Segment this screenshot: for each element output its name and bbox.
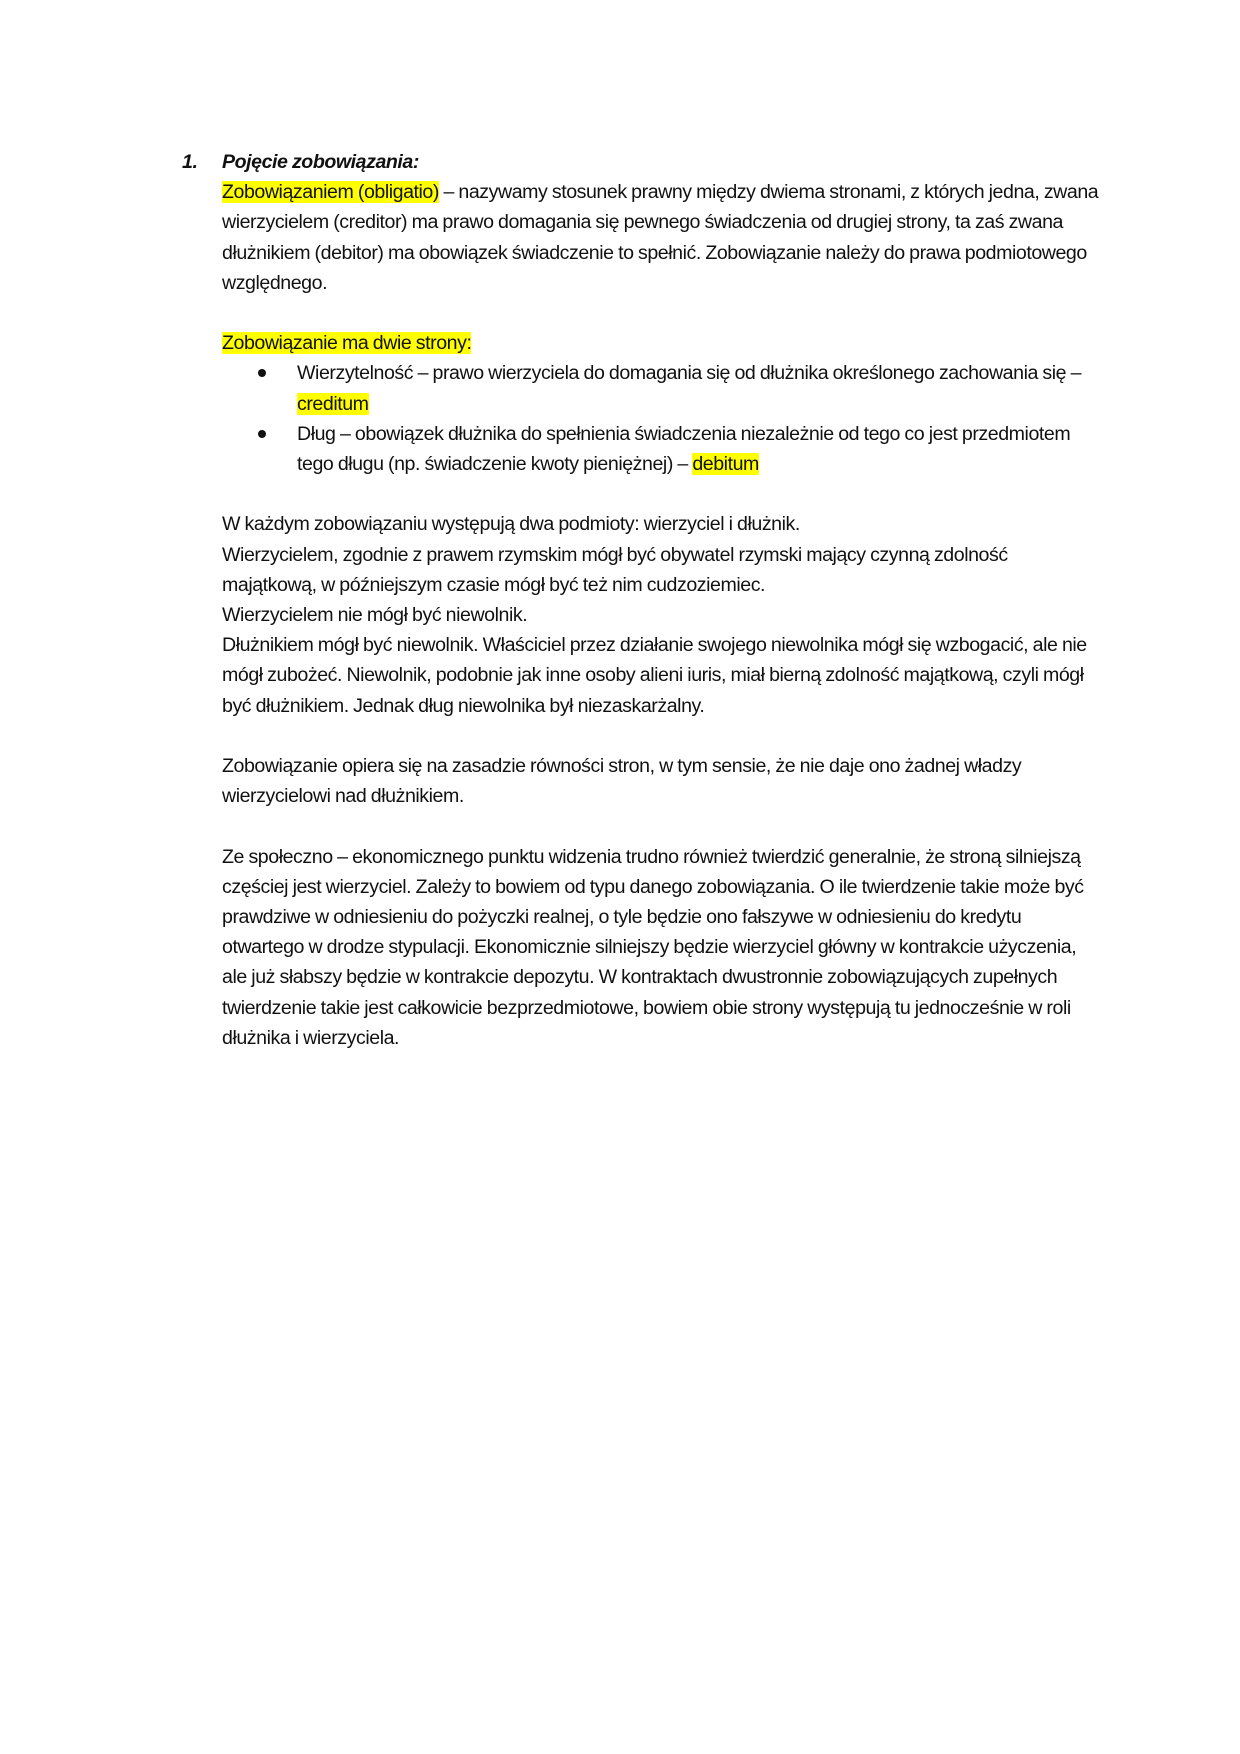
paragraph-line: Wierzycielem, zgodnie z prawem rzymskim mógł być obywatel rzymski mający czynną zdolność majątkową, w późniejszym czasie mógł być też nim cudzoziemiec. [222, 543, 1008, 596]
paragraph-rownosc-stron [222, 751, 1102, 811]
list-item-wierzytelnosc [297, 358, 1102, 418]
highlighted-term-obligatio: Zobowiązaniem (obligatio) [222, 181, 439, 204]
definition-paragraph [222, 177, 1102, 298]
spacer [222, 479, 1102, 509]
heading-title: Pojęcie zobowiązania: [222, 151, 419, 173]
bullet-text: Wierzytelność – prawo wierzyciela do domagania się od dłużnika określonego zachowania się – [297, 362, 1082, 385]
sides-bullet-list [222, 358, 1102, 479]
section-heading [182, 147, 1102, 177]
highlighted-term-debitum: debitum [692, 453, 759, 475]
bullet-text: Dług – obowiązek dłużnika do spełnienia świadczenia niezależnie od tego co jest przedmiotem tego długu (np. świadczenie kwoty pieniężnej) – [297, 422, 1071, 475]
paragraph-spoleczno-ekonomiczny [222, 842, 1102, 1053]
paragraph-line: Dłużnikiem mógł być niewolnik. Właściciel przez działanie swojego niewolnika mógł się wzbogacić, ale nie mógł zubożeć. Niewolnik, podobnie jak inne osoby alieni iuris, miał bierną zdolność majątkową, czyli mógł być dłużnikiem. Jednak dług niewolnika był niezaskarżalny. [222, 634, 1087, 717]
spacer [222, 298, 1102, 328]
paragraph-podmioty [222, 509, 1102, 720]
spacer [222, 721, 1102, 751]
list-item-dlug [297, 419, 1102, 479]
sides-intro [222, 328, 1102, 358]
definition-text: – nazywamy stosunek prawny między dwiema stronami, z których jedna, zwana wierzycielem (creditor) ma prawo domagania się pewnego świadczenia od drugiej strony, ta zaś zwana dłużnikiem (debitor) ma obowiązek świadczenie to spełnić. Zobowiązanie należy do prawa podmiotowego względnego. [222, 181, 1099, 294]
bullet-icon [258, 369, 266, 377]
heading-number: 1. [182, 151, 198, 173]
highlighted-sides-intro: Zobowiązanie ma dwie strony: [222, 332, 472, 355]
document-content [182, 147, 1102, 1053]
highlighted-term-creditum: creditum [297, 392, 369, 415]
bullet-icon [258, 430, 266, 438]
spacer [222, 811, 1102, 841]
paragraph-line: Ze społeczno – ekonomicznego punktu widzenia trudno również twierdzić generalnie, że stroną silniejszą częściej jest wierzyciel. Zależy to bowiem od typu danego zobowiązania. O ile twierdzenie takie może być prawdziwe w odniesieniu do pożyczki realnej, o tyle będzie ono fałszywe w odniesieniu do kredytu otwartego w drodze stypulacji. Ekonomicznie silniejszy będzie wierzyciel główny w kontrakcie użyczenia, ale już słabszy będzie w kontrakcie depozytu. W kontraktach dwustronnie zobowiązujących zupełnych twierdzenie takie jest całkowicie bezprzedmiotowe, bowiem obie strony występują tu jednocześnie w roli dłużnika i wierzyciela. [222, 845, 1084, 1049]
paragraph-line: W każdym zobowiązaniu występują dwa podmioty: wierzyciel i dłużnik. [222, 513, 800, 536]
paragraph-line: Zobowiązanie opiera się na zasadzie równości stron, w tym sensie, że nie daje ono żadnej władzy wierzycielowi nad dłużnikiem. [222, 755, 1022, 808]
paragraph-line: Wierzycielem nie mógł być niewolnik. [222, 604, 528, 626]
